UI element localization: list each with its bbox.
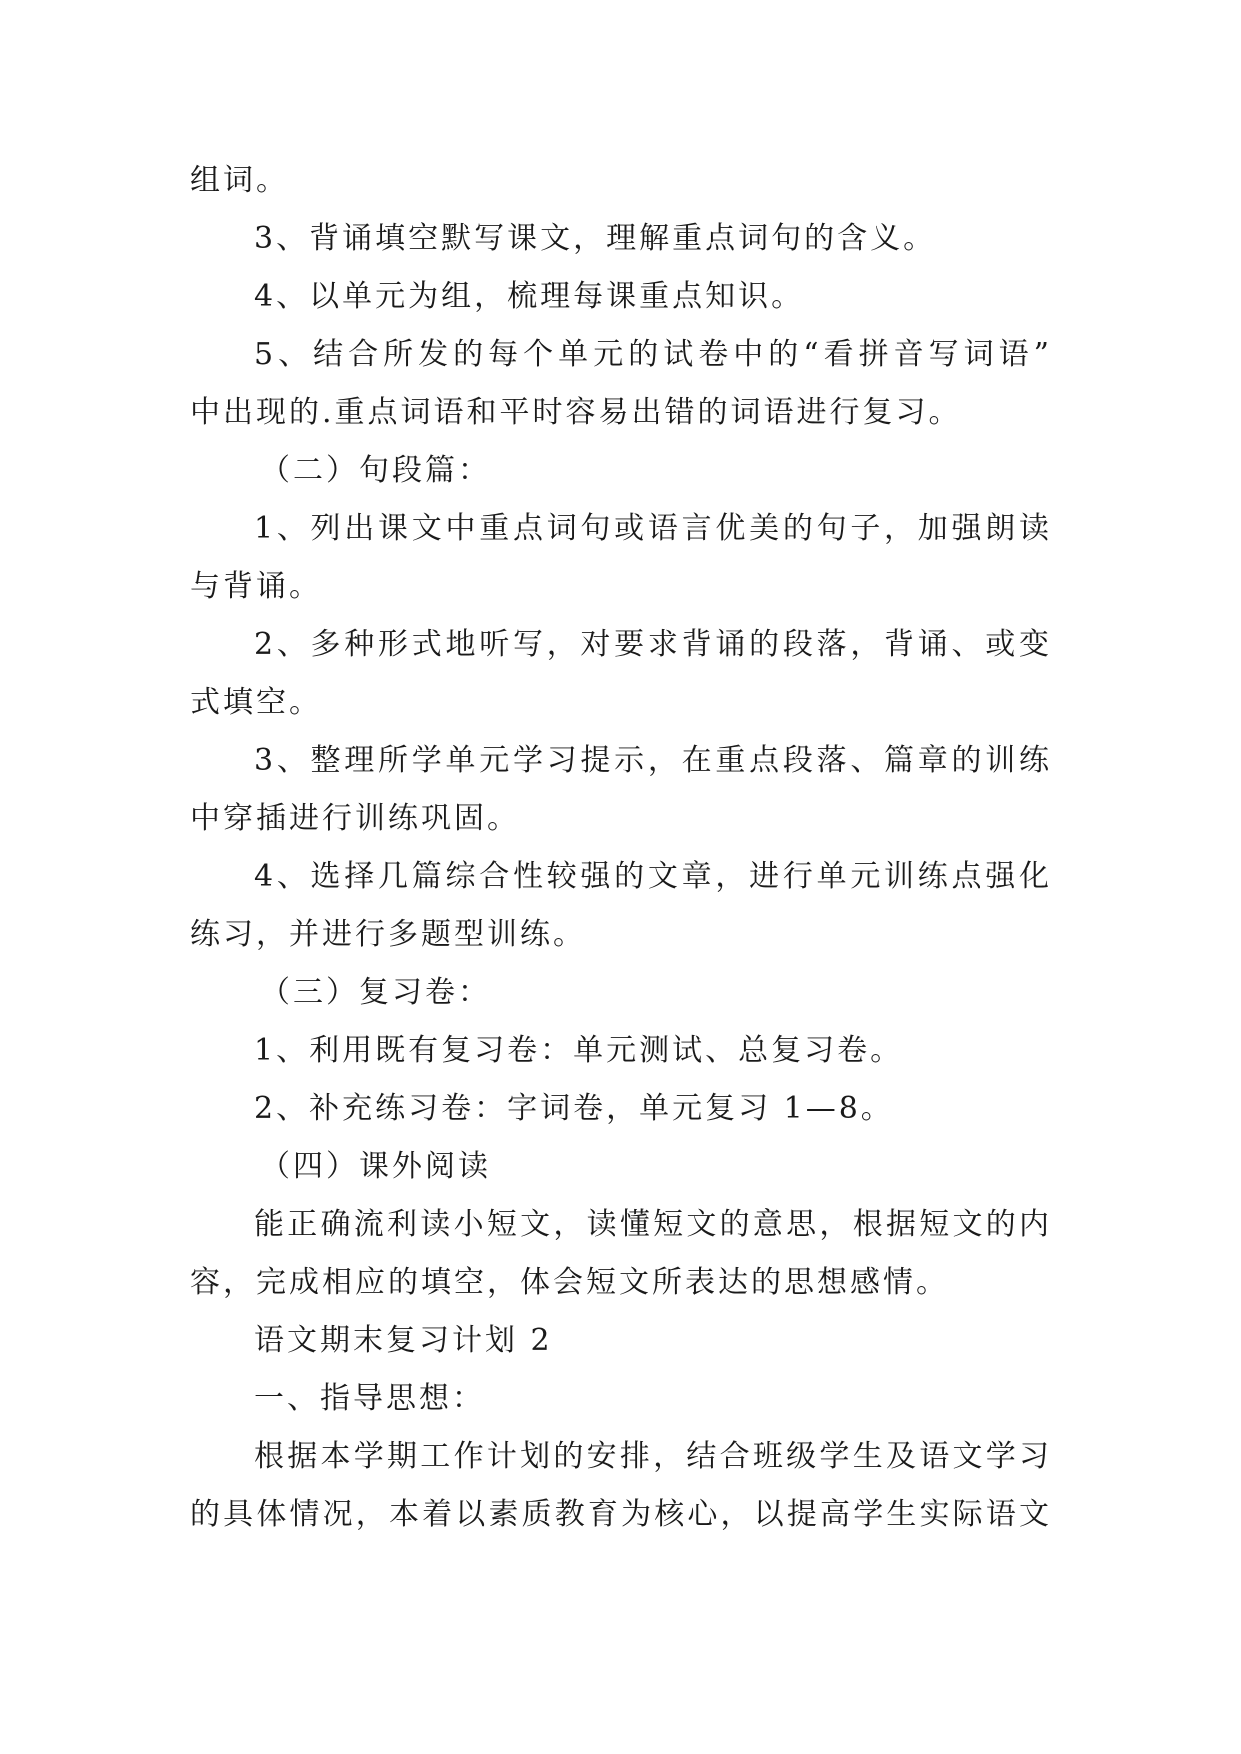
text-line: 中穿插进行训练巩固。: [190, 801, 520, 836]
text-line: 3、整理所学单元学习提示，在重点段落、篇章的训练: [254, 743, 1052, 778]
text-line: 4、以单元为组，梳理每课重点知识。: [254, 279, 805, 314]
section-heading: （二）句段篇：: [260, 453, 491, 488]
text-line: 2、补充练习卷：字词卷，单元复习 1—8。: [254, 1091, 894, 1126]
text-line: 1、利用既有复习卷：单元测试、总复习卷。: [254, 1033, 904, 1068]
text-line: 中出现的.重点词语和平时容易出错的词语进行复习。: [190, 395, 962, 430]
text-line: 练习，并进行多题型训练。: [190, 917, 586, 952]
document-body: [190, 152, 1052, 1544]
text-line: 3、背诵填空默写课文，理解重点词句的含义。: [254, 221, 937, 256]
section-heading: （四）课外阅读: [260, 1149, 491, 1184]
section-title: 语文期末复习计划 2: [254, 1323, 553, 1358]
text-line: 组词。: [190, 163, 289, 198]
section-heading: （三）复习卷：: [260, 975, 491, 1010]
text-line: 与背诵。: [190, 569, 322, 604]
text-line: 2、多种形式地听写，对要求背诵的段落，背诵、或变: [254, 627, 1052, 662]
text-line: 容，完成相应的填空，体会短文所表达的思想感情。: [190, 1265, 949, 1300]
text-line: 的具体情况，本着以素质教育为核心，以提高学生实际语文: [190, 1497, 1052, 1532]
text-line: 1、列出课文中重点词句或语言优美的句子，加强朗读: [254, 511, 1052, 546]
text-line: 5、结合所发的每个单元的试卷中的“看拼音写词语”: [254, 337, 1052, 372]
text-line: 式填空。: [190, 685, 322, 720]
text-line: 能正确流利读小短文，读懂短文的意思，根据短文的内: [254, 1207, 1052, 1242]
text-line: 根据本学期工作计划的安排，结合班级学生及语文学习: [254, 1439, 1052, 1474]
section-heading: 一、指导思想：: [254, 1381, 485, 1416]
text-line: 4、选择几篇综合性较强的文章，进行单元训练点强化: [254, 859, 1052, 894]
